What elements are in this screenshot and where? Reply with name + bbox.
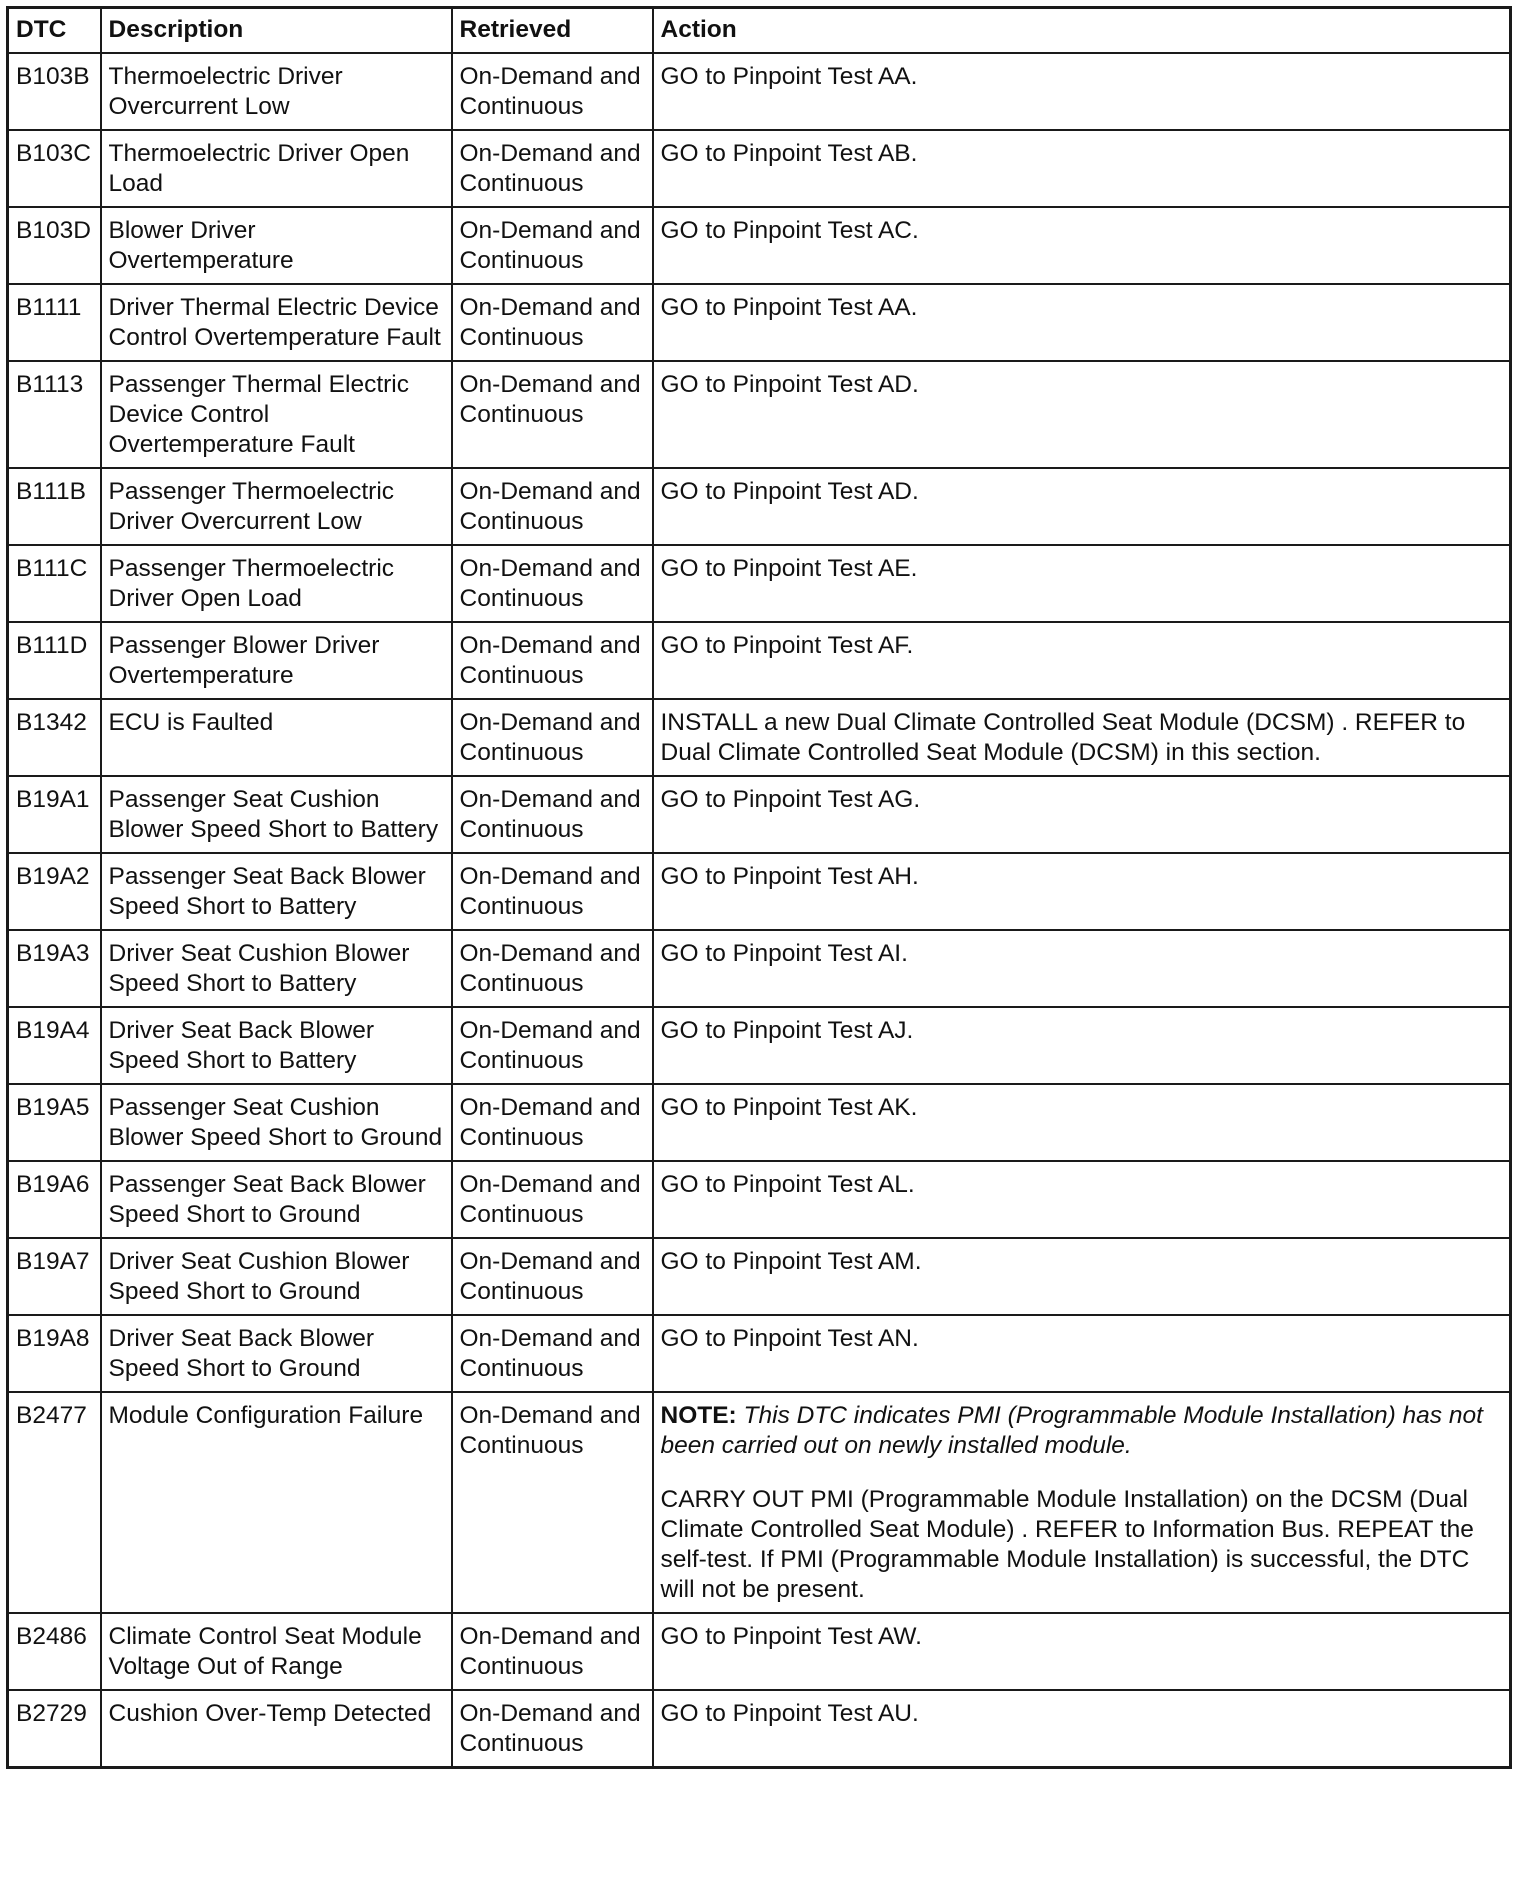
dtc-action: GO to Pinpoint Test AL. — [653, 1161, 1511, 1238]
table-header — [8, 8, 1511, 54]
dtc-retrieved: On-Demand and Continuous — [452, 1007, 653, 1084]
table-body — [8, 53, 1511, 1768]
dtc-action: GO to Pinpoint Test AD. — [653, 468, 1511, 545]
dtc-retrieved: On-Demand and Continuous — [452, 1161, 653, 1238]
dtc-code: B103C — [8, 130, 101, 207]
dtc-action: CARRY OUT PMI (Programmable Module Installation) on the DCSM (Dual Climate Controlled Seat Module) . REFER to Information Bus. REPEAT the self-test. If PMI (Programmable Module Installation) is successful, the DTC will not be present. — [660, 1486, 1474, 1603]
table-row — [8, 1007, 1511, 1084]
dtc-retrieved: On-Demand and Continuous — [452, 361, 653, 468]
dtc-description: Cushion Over-Temp Detected — [101, 1690, 452, 1768]
dtc-action: GO to Pinpoint Test AJ. — [653, 1007, 1511, 1084]
note-text: This DTC indicates PMI (Programmable Module Installation) has not been carried out on newly installed module. — [660, 1402, 1483, 1459]
dtc-code: B19A3 — [8, 930, 101, 1007]
dtc-retrieved: On-Demand and Continuous — [452, 1613, 653, 1690]
dtc-retrieved: On-Demand and Continuous — [452, 930, 653, 1007]
dtc-retrieved: On-Demand and Continuous — [452, 1084, 653, 1161]
dtc-code: B19A6 — [8, 1161, 101, 1238]
dtc-retrieved: On-Demand and Continuous — [452, 776, 653, 853]
dtc-description: Passenger Seat Back Blower Speed Short to Battery — [101, 853, 452, 930]
table-row — [8, 207, 1511, 284]
dtc-code: B19A1 — [8, 776, 101, 853]
dtc-action: GO to Pinpoint Test AG. — [653, 776, 1511, 853]
dtc-description: Passenger Thermoelectric Driver Overcurrent Low — [101, 468, 452, 545]
dtc-action: GO to Pinpoint Test AN. — [653, 1315, 1511, 1392]
table-row — [8, 1392, 1511, 1613]
dtc-retrieved: On-Demand and Continuous — [452, 207, 653, 284]
dtc-code: B1113 — [8, 361, 101, 468]
table-row — [8, 284, 1511, 361]
dtc-code: B2477 — [8, 1392, 101, 1613]
dtc-code: B2486 — [8, 1613, 101, 1690]
dtc-description: Thermoelectric Driver Open Load — [101, 130, 452, 207]
table-row — [8, 53, 1511, 130]
note-label: NOTE: — [660, 1402, 737, 1429]
dtc-description: Passenger Seat Back Blower Speed Short to Ground — [101, 1161, 452, 1238]
dtc-description: Driver Seat Back Blower Speed Short to Battery — [101, 1007, 452, 1084]
note-paragraph — [661, 1401, 1503, 1461]
table-row — [8, 1238, 1511, 1315]
table-row — [8, 699, 1511, 776]
dtc-retrieved: On-Demand and Continuous — [452, 284, 653, 361]
dtc-description: Thermoelectric Driver Overcurrent Low — [101, 53, 452, 130]
dtc-code: B111D — [8, 622, 101, 699]
dtc-retrieved: On-Demand and Continuous — [452, 545, 653, 622]
dtc-code: B19A2 — [8, 853, 101, 930]
dtc-code: B2729 — [8, 1690, 101, 1768]
dtc-action: GO to Pinpoint Test AU. — [653, 1690, 1511, 1768]
table-row — [8, 130, 1511, 207]
dtc-description: Passenger Thermal Electric Device Control Overtemperature Fault — [101, 361, 452, 468]
dtc-description: Passenger Thermoelectric Driver Open Load — [101, 545, 452, 622]
dtc-action-with-note — [653, 1392, 1511, 1613]
dtc-description: Driver Seat Cushion Blower Speed Short to Battery — [101, 930, 452, 1007]
header-action: Action — [653, 8, 1511, 54]
dtc-retrieved: On-Demand and Continuous — [452, 53, 653, 130]
dtc-code: B111B — [8, 468, 101, 545]
table-row — [8, 1613, 1511, 1690]
header-retrieved: Retrieved — [452, 8, 653, 54]
dtc-code: B19A7 — [8, 1238, 101, 1315]
dtc-action: GO to Pinpoint Test AA. — [653, 284, 1511, 361]
dtc-description: Blower Driver Overtemperature — [101, 207, 452, 284]
header-row — [8, 8, 1511, 54]
dtc-action: GO to Pinpoint Test AD. — [653, 361, 1511, 468]
dtc-code: B111C — [8, 545, 101, 622]
dtc-code: B19A4 — [8, 1007, 101, 1084]
dtc-action: GO to Pinpoint Test AF. — [653, 622, 1511, 699]
dtc-retrieved: On-Demand and Continuous — [452, 1690, 653, 1768]
table-row — [8, 468, 1511, 545]
dtc-description: Driver Seat Cushion Blower Speed Short to Ground — [101, 1238, 452, 1315]
dtc-description: Module Configuration Failure — [101, 1392, 452, 1613]
table-row — [8, 1084, 1511, 1161]
dtc-description: Climate Control Seat Module Voltage Out of Range — [101, 1613, 452, 1690]
dtc-description: Passenger Blower Driver Overtemperature — [101, 622, 452, 699]
table-row — [8, 1690, 1511, 1768]
dtc-retrieved: On-Demand and Continuous — [452, 468, 653, 545]
dtc-action: GO to Pinpoint Test AB. — [653, 130, 1511, 207]
table-row — [8, 1315, 1511, 1392]
dtc-retrieved: On-Demand and Continuous — [452, 1315, 653, 1392]
dtc-description: Passenger Seat Cushion Blower Speed Short to Battery — [101, 776, 452, 853]
dtc-action: GO to Pinpoint Test AH. — [653, 853, 1511, 930]
dtc-code: B103D — [8, 207, 101, 284]
dtc-description: Driver Thermal Electric Device Control Overtemperature Fault — [101, 284, 452, 361]
dtc-code: B1342 — [8, 699, 101, 776]
dtc-description: Passenger Seat Cushion Blower Speed Short to Ground — [101, 1084, 452, 1161]
dtc-retrieved: On-Demand and Continuous — [452, 1392, 653, 1613]
dtc-retrieved: On-Demand and Continuous — [452, 1238, 653, 1315]
dtc-description: ECU is Faulted — [101, 699, 452, 776]
dtc-retrieved: On-Demand and Continuous — [452, 699, 653, 776]
dtc-action: INSTALL a new Dual Climate Controlled Seat Module (DCSM) . REFER to Dual Climate Controlled Seat Module (DCSM) in this section. — [653, 699, 1511, 776]
table-row — [8, 930, 1511, 1007]
dtc-code: B19A8 — [8, 1315, 101, 1392]
dtc-code: B103B — [8, 53, 101, 130]
dtc-retrieved: On-Demand and Continuous — [452, 853, 653, 930]
dtc-action: GO to Pinpoint Test AE. — [653, 545, 1511, 622]
dtc-code: B1111 — [8, 284, 101, 361]
table-row — [8, 1161, 1511, 1238]
dtc-code: B19A5 — [8, 1084, 101, 1161]
table-row — [8, 776, 1511, 853]
dtc-retrieved: On-Demand and Continuous — [452, 130, 653, 207]
dtc-table — [6, 6, 1512, 1769]
table-row — [8, 622, 1511, 699]
dtc-action: GO to Pinpoint Test AK. — [653, 1084, 1511, 1161]
dtc-description: Driver Seat Back Blower Speed Short to Ground — [101, 1315, 452, 1392]
dtc-action: GO to Pinpoint Test AM. — [653, 1238, 1511, 1315]
dtc-action: GO to Pinpoint Test AA. — [653, 53, 1511, 130]
dtc-retrieved: On-Demand and Continuous — [452, 622, 653, 699]
header-description: Description — [101, 8, 452, 54]
table-row — [8, 545, 1511, 622]
header-dtc: DTC — [8, 8, 101, 54]
dtc-action: GO to Pinpoint Test AC. — [653, 207, 1511, 284]
dtc-action: GO to Pinpoint Test AI. — [653, 930, 1511, 1007]
table-row — [8, 853, 1511, 930]
table-row — [8, 361, 1511, 468]
dtc-action: GO to Pinpoint Test AW. — [653, 1613, 1511, 1690]
